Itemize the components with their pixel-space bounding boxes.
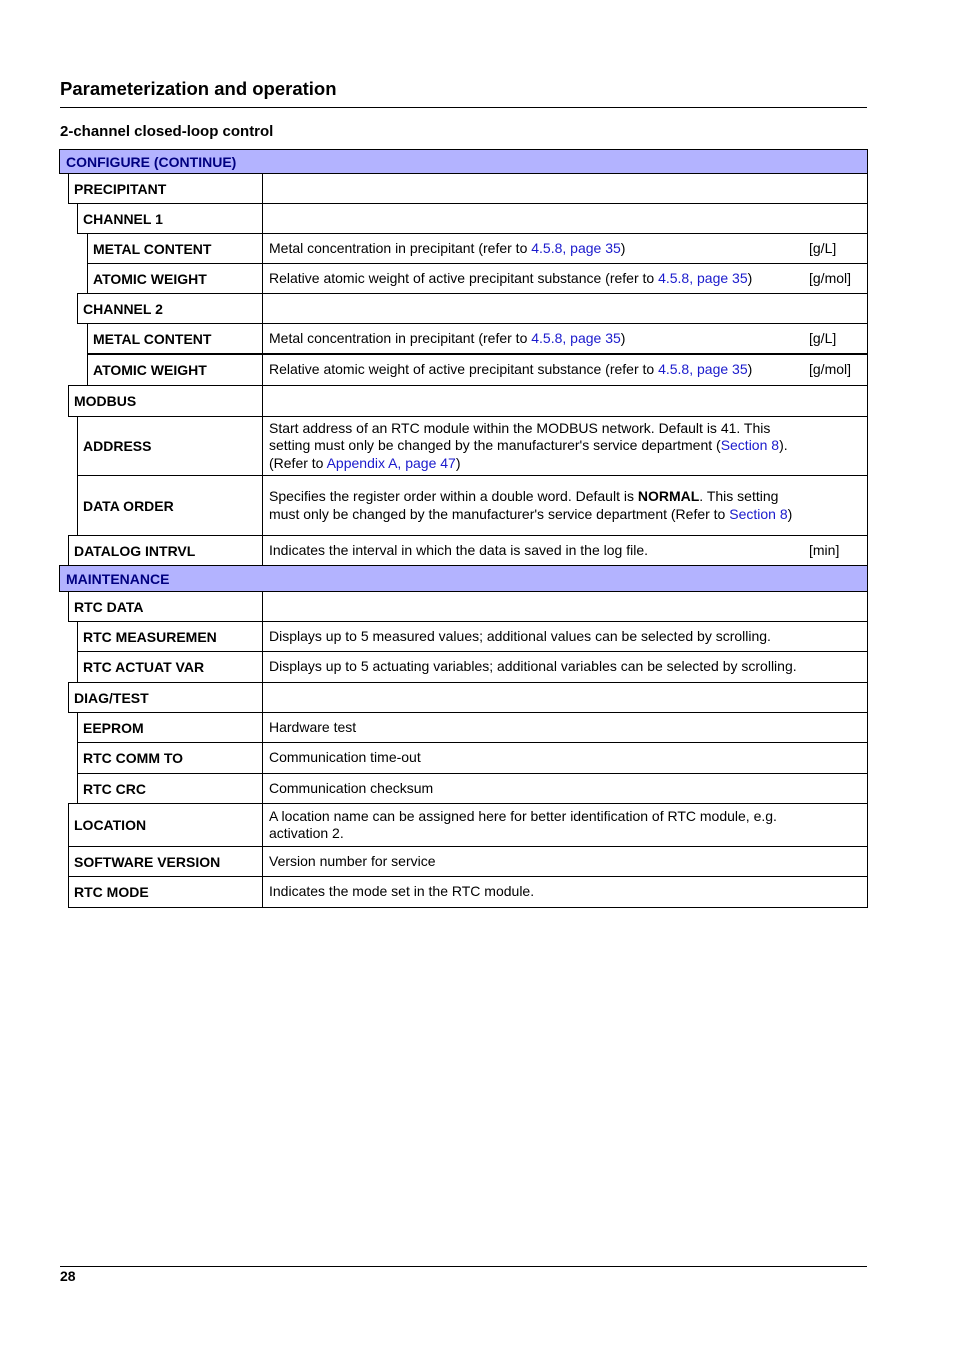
address-label: ADDRESS [77,416,263,476]
eeprom-label: EEPROM [77,712,263,743]
data-order-section-link[interactable]: Section 8 [729,505,788,522]
rtc-actuat-var-desc: Displays up to 5 actuating variables; additional variables can be selected by scrolling. [262,651,868,683]
rtc-mode-desc: Indicates the mode set in the RTC module. [262,876,868,908]
page-number: 28 [60,1268,76,1284]
rtc-measuremen-label: RTC MEASUREMEN [77,621,263,652]
ch1-metal-ref-link[interactable]: 4.5.8, page 35 [531,239,621,256]
datalog-intrvl-label: DATALOG INTRVL [68,535,263,566]
eeprom-desc: Hardware test [262,712,868,743]
precipitant-desc [262,173,868,204]
channel2-desc [262,293,868,324]
ch1-metal-content-desc: Metal concentration in precipitant (refer to 4.5.8, page 35) [g/L] [262,233,868,264]
diag-test-desc [262,682,868,713]
rtc-actuat-var-label: RTC ACTUAT VAR [77,651,263,683]
channel2-label: CHANNEL 2 [77,293,263,324]
rtc-mode-label: RTC MODE [68,876,263,908]
software-version-desc: Version number for service [262,846,868,877]
configure-band: CONFIGURE (CONTINUE) [59,149,868,174]
unit-label: [g/mol] [809,269,852,286]
software-version-label: SOFTWARE VERSION [68,846,263,877]
ch2-atomic-ref-link[interactable]: 4.5.8, page 35 [658,361,748,378]
ch2-metal-content-desc: Metal concentration in precipitant (refer to 4.5.8, page 35) [g/L] [262,323,868,354]
rtc-crc-label: RTC CRC [77,773,263,804]
address-section-link[interactable]: Section 8 [720,437,780,454]
section-title: 2-channel closed-loop control [60,123,274,140]
ch2-metal-content-label: METAL CONTENT [87,323,263,354]
datalog-intrvl-desc: Indicates the interval in which the data is saved in the log file. [min] [262,535,868,566]
ch1-metal-content-label: METAL CONTENT [87,233,263,264]
unit-label: [g/mol] [809,361,852,378]
diag-test-label: DIAG/TEST [68,682,263,713]
unit-label: [g/L] [809,329,837,346]
rtc-comm-to-label: RTC COMM TO [77,742,263,774]
channel1-label: CHANNEL 1 [77,203,263,234]
ch1-atomic-weight-label: ATOMIC WEIGHT [87,263,263,294]
unit-label: [min] [809,541,840,558]
rtc-crc-desc: Communication checksum [262,773,868,804]
footer-divider [60,1266,867,1267]
rtc-data-label: RTC DATA [68,591,263,622]
address-appendix-link[interactable]: Appendix A, page 47 [326,454,456,471]
channel1-desc [262,203,868,234]
data-order-desc: Specifies the register order within a double word. Default is NORMAL. This setting must only be changed by the manufacturer's service department (Refer to Section 8) [262,475,868,536]
ch2-atomic-weight-label: ATOMIC WEIGHT [87,354,263,386]
rtc-comm-to-desc: Communication time-out [262,742,868,774]
location-desc: A location name can be assigned here for better identification of RTC module, e.g. activation 2. [262,803,868,847]
ch1-atomic-weight-desc: Relative atomic weight of active precipitant substance (refer to 4.5.8, page 35) [g/mol] [262,263,868,294]
chapter-title: Parameterization and operation [60,78,337,99]
maintenance-band: MAINTENANCE [59,565,868,592]
ch2-metal-ref-link[interactable]: 4.5.8, page 35 [531,329,621,346]
data-order-label: DATA ORDER [77,475,263,536]
modbus-label: MODBUS [68,385,263,417]
rtc-measuremen-desc: Displays up to 5 measured values; additional values can be selected by scrolling. [262,621,868,652]
address-desc: Start address of an RTC module within the MODBUS network. Default is 41. This setting must only be changed by the manufacturer's service department (Section 8). (Refer to Appendix A, page 47) [262,416,868,476]
unit-label: [g/L] [809,239,837,256]
ch1-atomic-ref-link[interactable]: 4.5.8, page 35 [658,269,748,286]
rtc-data-desc [262,591,868,622]
header-divider [60,107,867,108]
ch2-atomic-weight-desc: Relative atomic weight of active precipitant substance (refer to 4.5.8, page 35) [g/mol] [262,354,868,386]
modbus-desc [262,385,868,417]
precipitant-label: PRECIPITANT [68,173,263,204]
location-label: LOCATION [68,803,263,847]
